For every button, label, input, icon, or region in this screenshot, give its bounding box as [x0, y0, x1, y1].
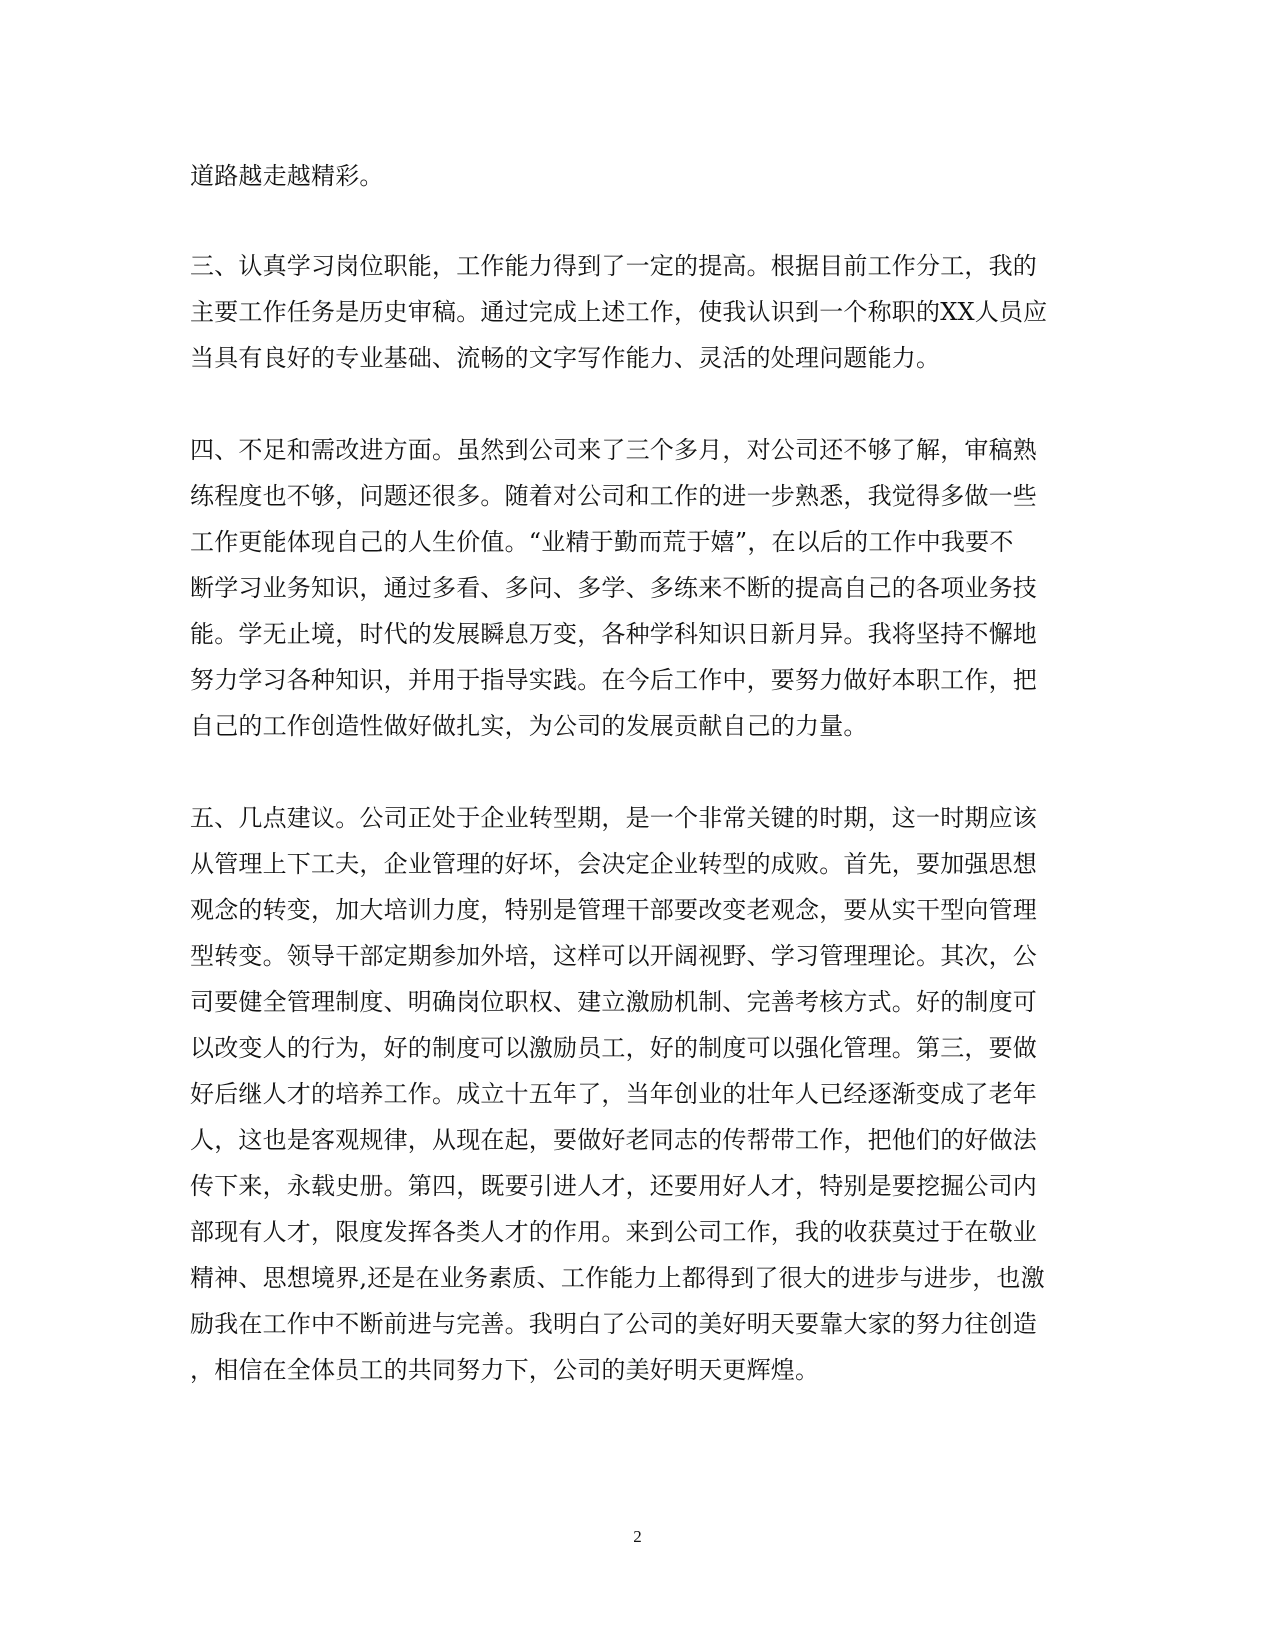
- paragraph-4-line-3: 观念的转变，加大培训力度，特别是管理干部要改变老观念，要从实干型向管理: [190, 896, 1037, 924]
- paragraph-3-line-2: 练程度也不够，问题还很多。随着对公司和工作的进一步熟悉，我觉得多做一些: [190, 482, 1037, 510]
- paragraph-4-line-13: ，相信在全体员工的共同努力下，公司的美好明天更辉煌。: [190, 1356, 820, 1384]
- paragraph-4-line-10: 部现有人才，限度发挥各类人才的作用。来到公司工作，我的收获莫过于在敬业: [190, 1218, 1037, 1246]
- paragraph-4-line-9: 传下来，永载史册。第四，既要引进人才，还要用好人才，特别是要挖掘公司内: [190, 1172, 1037, 1200]
- paragraph-4-line-11: 精神、思想境界,还是在业务素质、工作能力上都得到了很大的进步与进步，也激: [190, 1264, 1045, 1292]
- paragraph-4-line-5: 司要健全管理制度、明确岗位职权、建立激励机制、完善考核方式。好的制度可: [190, 988, 1037, 1016]
- paragraph-3-line-7: 自己的工作创造性做好做扎实，为公司的发展贡献自己的力量。: [190, 712, 868, 740]
- paragraph-1-line-1: 道路越走越精彩。: [190, 162, 384, 190]
- paragraph-4-line-4: 型转变。领导干部定期参加外培，这样可以开阔视野、学习管理理论。其次，公: [190, 942, 1037, 970]
- paragraph-2-line-3: 当具有良好的专业基础、流畅的文字写作能力、灵活的处理问题能力。: [190, 344, 941, 372]
- paragraph-4-line-8: 人，这也是客观规律，从现在起，要做好老同志的传帮带工作，把他们的好做法: [190, 1126, 1037, 1154]
- paragraph-3-line-5: 能。学无止境，时代的发展瞬息万变，各种学科知识日新月异。我将坚持不懈地: [190, 620, 1037, 648]
- paragraph-4-line-2: 从管理上下工夫，企业管理的好坏，会决定企业转型的成败。首先，要加强思想: [190, 850, 1037, 878]
- page-number: 2: [633, 1527, 642, 1546]
- paragraph-2-line-2: 主要工作任务是历史审稿。通过完成上述工作，使我认识到一个称职的XX人员应: [190, 298, 1048, 326]
- paragraph-4-line-12: 励我在工作中不断前进与完善。我明白了公司的美好明天要靠大家的努力往创造: [190, 1310, 1037, 1338]
- paragraph-3-line-1: 四、不足和需改进方面。虽然到公司来了三个多月，对公司还不够了解，审稿熟: [190, 436, 1037, 464]
- paragraph-4-line-7: 好后继人才的培养工作。成立十五年了，当年创业的壮年人已经逐渐变成了老年: [190, 1080, 1037, 1108]
- paragraph-2-line-1: 三、认真学习岗位职能，工作能力得到了一定的提高。根据目前工作分工，我的: [190, 252, 1037, 280]
- paragraph-3-line-4: 断学习业务知识，通过多看、多问、多学、多练来不断的提高自己的各项业务技: [190, 574, 1037, 602]
- paragraph-4-line-1: 五、几点建议。公司正处于企业转型期，是一个非常关键的时期，这一时期应该: [190, 804, 1037, 832]
- paragraph-3-line-6: 努力学习各种知识，并用于指导实践。在今后工作中，要努力做好本职工作，把: [190, 666, 1037, 694]
- paragraph-3-line-3: 工作更能体现自己的人生价值。“业精于勤而荒于嬉”，在以后的工作中我要不: [190, 528, 1014, 556]
- paragraph-4-line-6: 以改变人的行为，好的制度可以激励员工，好的制度可以强化管理。第三，要做: [190, 1034, 1037, 1062]
